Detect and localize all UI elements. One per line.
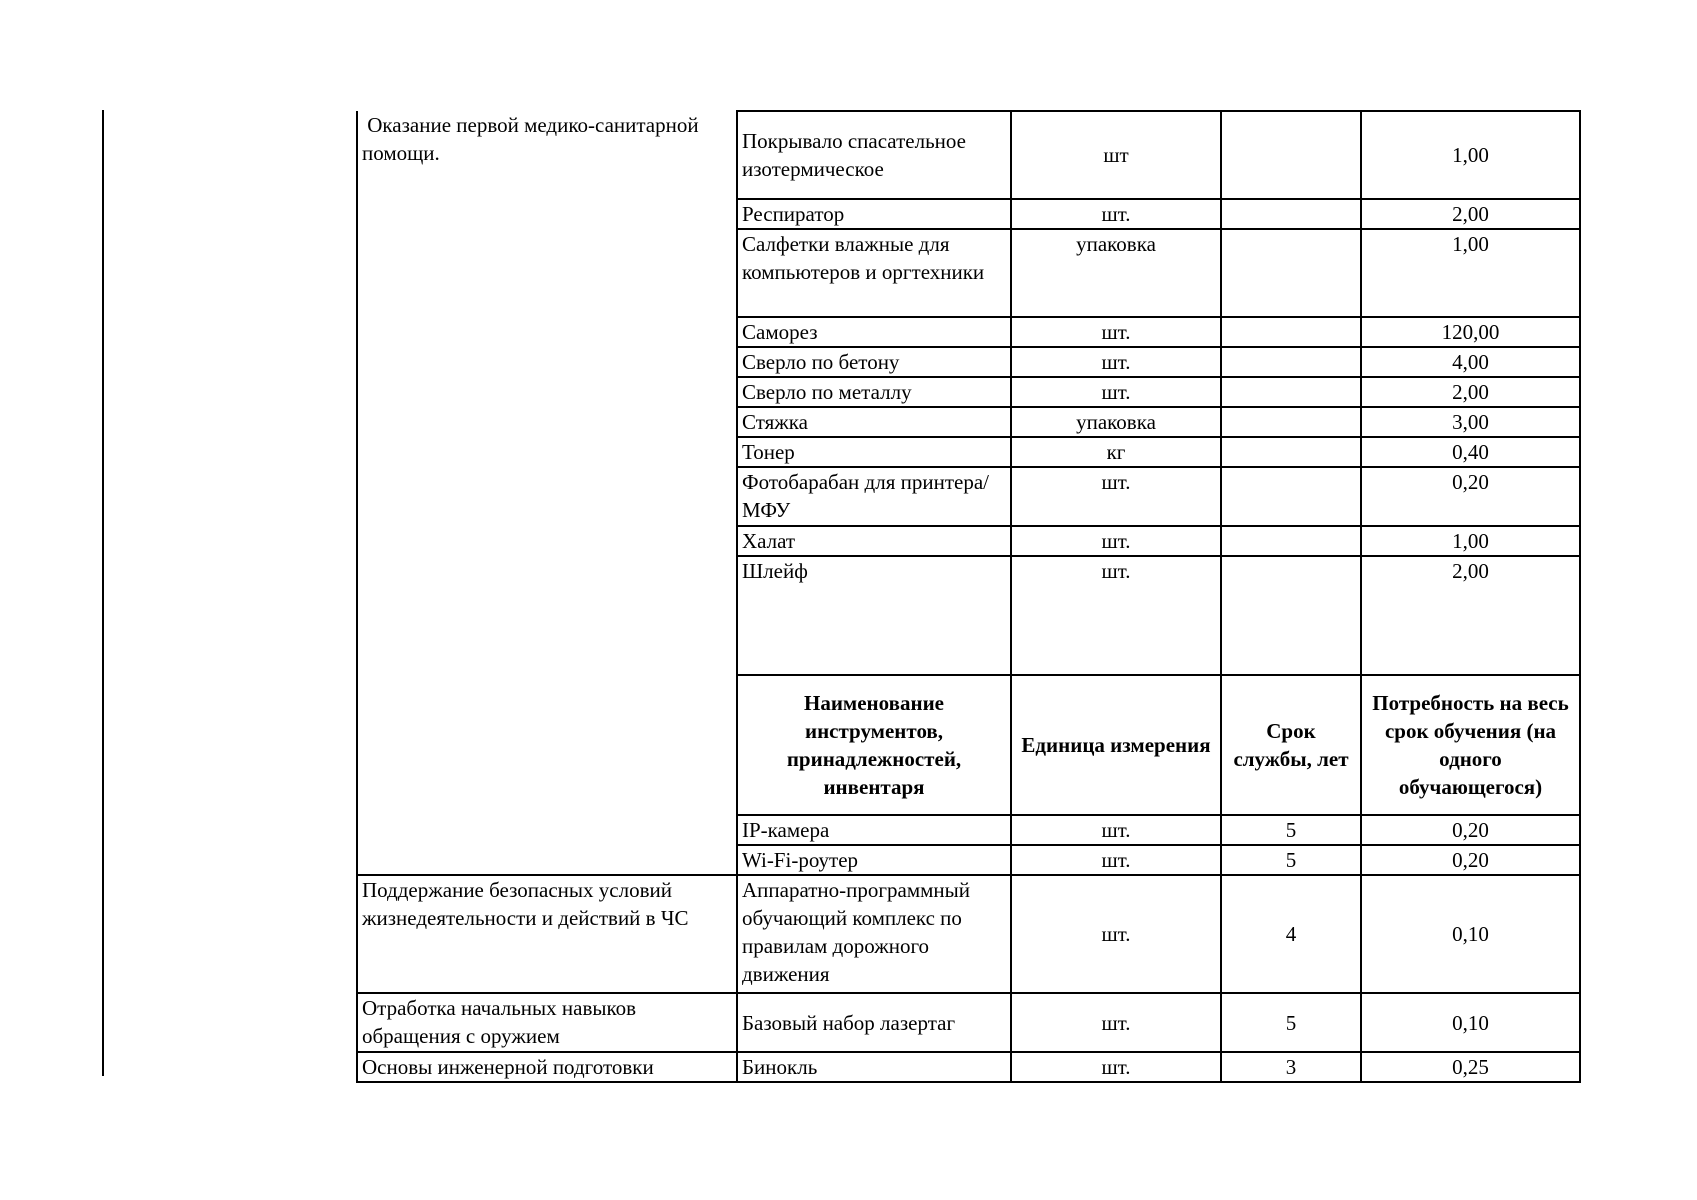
item-name: Салфетки влажные для компьютеров и оргтехники bbox=[737, 229, 1011, 317]
section-title: Отработка начальных навыков обращения с оружием bbox=[357, 993, 737, 1052]
item-qty: 2,00 bbox=[1361, 556, 1580, 675]
item-unit: шт. bbox=[1011, 1052, 1221, 1082]
item-life bbox=[1221, 556, 1361, 675]
item-unit: шт. bbox=[1011, 845, 1221, 875]
table-row bbox=[357, 875, 1580, 993]
item-name: Сверло по металлу bbox=[737, 377, 1011, 407]
item-name: Респиратор bbox=[737, 199, 1011, 229]
item-name: Фотобарабан для принтера/МФУ bbox=[737, 467, 1011, 526]
section-title: Основы инженерной подготовки bbox=[357, 1052, 737, 1082]
item-life bbox=[1221, 111, 1361, 199]
item-qty: 2,00 bbox=[1361, 199, 1580, 229]
left-margin-rule bbox=[102, 110, 104, 1076]
header-unit: Единица измерения bbox=[1011, 675, 1221, 815]
item-name: Wi-Fi-роутер bbox=[737, 845, 1011, 875]
item-life bbox=[1221, 526, 1361, 556]
header-name: Наименование инструментов, принадлежностей, инвентаря bbox=[737, 675, 1011, 815]
item-unit: упаковка bbox=[1011, 229, 1221, 317]
item-life: 3 bbox=[1221, 1052, 1361, 1082]
item-qty: 120,00 bbox=[1361, 317, 1580, 347]
item-life: 5 bbox=[1221, 993, 1361, 1052]
item-life bbox=[1221, 229, 1361, 317]
item-life bbox=[1221, 407, 1361, 437]
item-qty: 0,20 bbox=[1361, 845, 1580, 875]
header-life: Срок службы, лет bbox=[1221, 675, 1361, 815]
item-unit: шт. bbox=[1011, 377, 1221, 407]
item-unit: шт. bbox=[1011, 993, 1221, 1052]
item-qty: 0,40 bbox=[1361, 437, 1580, 467]
item-unit: шт. bbox=[1011, 556, 1221, 675]
item-qty: 2,00 bbox=[1361, 377, 1580, 407]
item-name: Аппаратно-программный обучающий комплекс по правилам дорожного движения bbox=[737, 875, 1011, 993]
item-life bbox=[1221, 437, 1361, 467]
item-life: 5 bbox=[1221, 815, 1361, 845]
item-unit: шт. bbox=[1011, 815, 1221, 845]
item-unit: шт. bbox=[1011, 875, 1221, 993]
item-life bbox=[1221, 347, 1361, 377]
section-title: Поддержание безопасных условий жизнедеятельности и действий в ЧС bbox=[357, 875, 737, 993]
item-qty: 0,25 bbox=[1361, 1052, 1580, 1082]
item-qty: 1,00 bbox=[1361, 229, 1580, 317]
item-qty: 0,20 bbox=[1361, 815, 1580, 845]
item-qty: 0,10 bbox=[1361, 875, 1580, 993]
item-unit: шт. bbox=[1011, 526, 1221, 556]
item-name: IP-камера bbox=[737, 815, 1011, 845]
item-unit: шт. bbox=[1011, 317, 1221, 347]
item-life: 5 bbox=[1221, 845, 1361, 875]
item-unit: упаковка bbox=[1011, 407, 1221, 437]
item-unit: шт. bbox=[1011, 199, 1221, 229]
table-row bbox=[357, 1052, 1580, 1082]
item-qty: 1,00 bbox=[1361, 111, 1580, 199]
item-name: Покрывало спасательное изотермическое bbox=[737, 111, 1011, 199]
item-name: Сверло по бетону bbox=[737, 347, 1011, 377]
table-row bbox=[357, 993, 1580, 1052]
item-name: Стяжка bbox=[737, 407, 1011, 437]
item-name: Бинокль bbox=[737, 1052, 1011, 1082]
item-qty: 4,00 bbox=[1361, 347, 1580, 377]
item-name: Саморез bbox=[737, 317, 1011, 347]
item-unit: кг bbox=[1011, 437, 1221, 467]
item-name: Халат bbox=[737, 526, 1011, 556]
item-name: Шлейф bbox=[737, 556, 1011, 675]
item-qty: 3,00 bbox=[1361, 407, 1580, 437]
item-life bbox=[1221, 377, 1361, 407]
item-name: Базовый набор лазертаг bbox=[737, 993, 1011, 1052]
item-life bbox=[1221, 467, 1361, 526]
section-cell bbox=[357, 111, 737, 875]
item-unit: шт. bbox=[1011, 467, 1221, 526]
item-qty: 0,10 bbox=[1361, 993, 1580, 1052]
item-life bbox=[1221, 199, 1361, 229]
equipment-table bbox=[356, 110, 1581, 1083]
item-life bbox=[1221, 317, 1361, 347]
section-title: Оказание первой медико-санитарной помощи. bbox=[362, 113, 704, 165]
item-name: Тонер bbox=[737, 437, 1011, 467]
header-qty: Потребность на весь срок обучения (на одного обучающегося) bbox=[1361, 675, 1580, 815]
item-qty: 0,20 bbox=[1361, 467, 1580, 526]
item-qty: 1,00 bbox=[1361, 526, 1580, 556]
item-life: 4 bbox=[1221, 875, 1361, 993]
item-unit: шт bbox=[1011, 111, 1221, 199]
table-row bbox=[357, 111, 1580, 199]
item-unit: шт. bbox=[1011, 347, 1221, 377]
